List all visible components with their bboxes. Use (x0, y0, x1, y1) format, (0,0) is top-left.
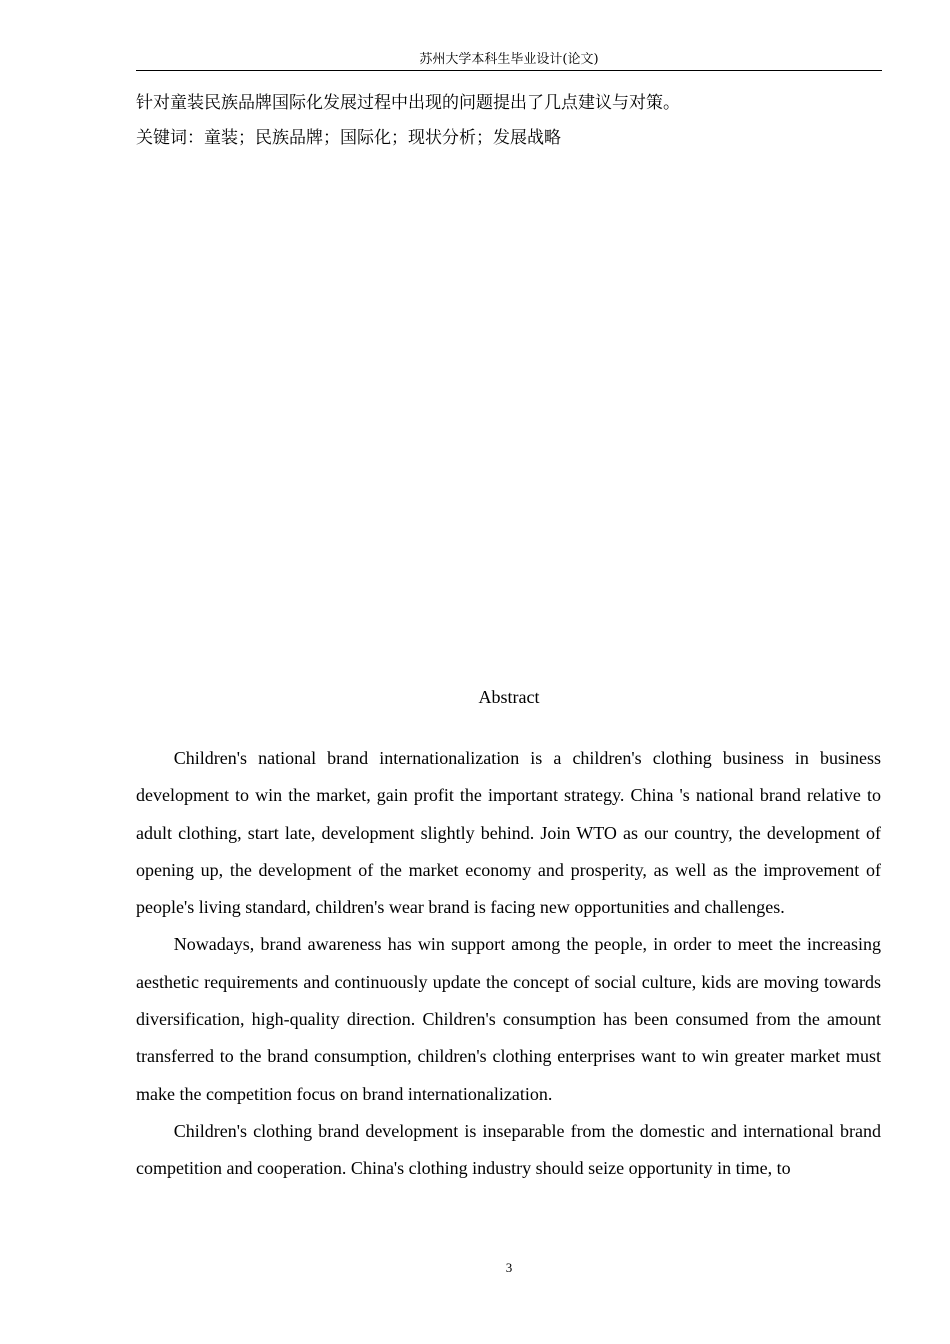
chinese-keywords: 关键词：童装；民族品牌；国际化；现状分析；发展战略 (136, 128, 561, 148)
abstract-paragraph-1: Children's national brand internationalization is a children's clothing business in business development to win the market, gain profit the important strategy. China 's national brand relative to adult clothing, start late, development slightly behind. Join WTO as our country, the development of opening up, the development of the market economy and prosperity, as well as the improvement of people's living standard, children's wear brand is facing new opportunities and challenges. (136, 748, 881, 918)
header-divider (136, 70, 882, 71)
abstract-heading: Abstract (478, 687, 540, 707)
abstract-body (136, 740, 881, 1188)
abstract-paragraph-3: Children's clothing brand development is inseparable from the domestic and international brand competition and cooperation. China's clothing industry should seize opportunity in time, to (136, 1120, 881, 1179)
running-header: 苏州大学本科生毕业设计(论文) (419, 52, 599, 67)
abstract-paragraph-2: Nowadays, brand awareness has win support among the people, in order to meet the increasing aesthetic requirements and continuously update the concept of social culture, kids are moving towards diversification, high-quality direction. Children's consumption has been consumed from the amount transferred to the brand consumption, children's clothing enterprises want to win greater market must make the competition focus on brand internationalization. (136, 934, 881, 1104)
chinese-abstract-closing-line: 针对童装民族品牌国际化发展过程中出现的问题提出了几点建议与对策。 (136, 93, 680, 113)
page-number: 3 (505, 1260, 513, 1275)
